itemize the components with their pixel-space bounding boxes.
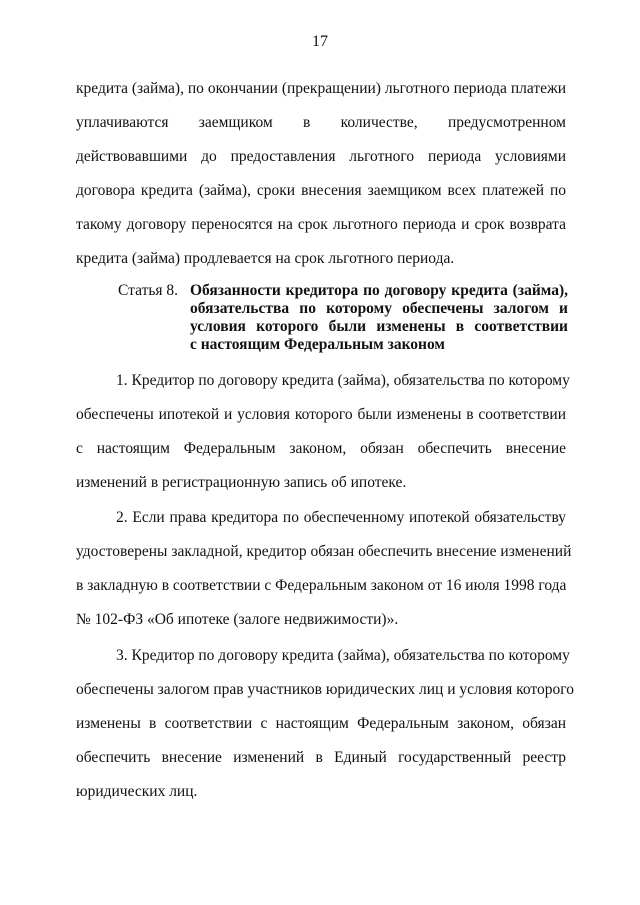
article-title-line: Обязанности кредитора по договору кредита (займа), — [190, 282, 568, 299]
text-line: изменены в соответствии с настоящим Федеральным законом, обязан — [76, 715, 566, 732]
text-line: № 102-ФЗ «Об ипотеке (залоге недвижимости)». — [76, 611, 399, 628]
text-line: 2. Если права кредитора по обеспеченному ипотекой обязательству — [116, 509, 566, 526]
page-number: 17 — [312, 33, 328, 50]
text-line: в закладную в соответствии с Федеральным законом от 16 июля 1998 года — [76, 577, 567, 594]
text-line: с настоящим Федеральным законом, обязан обеспечить внесение — [76, 440, 566, 457]
text-line: 3. Кредитор по договору кредита (займа), обязательства по которому — [116, 647, 570, 664]
article-title-line: с настоящим Федеральным законом — [190, 336, 445, 353]
article-label: Статья 8. — [118, 282, 179, 299]
text-line: удостоверены закладной, кредитор обязан обеспечить внесение изменений — [76, 543, 572, 560]
text-line: кредита (займа) продлевается на срок льготного периода. — [76, 250, 455, 267]
article-title — [190, 282, 568, 354]
text-line: такому договору переносятся на срок льготного периода и срок возврата — [76, 216, 566, 233]
article-title-line: обязательства по которому обеспечены залогом и — [190, 300, 568, 317]
text-line: изменений в регистрационную запись об ипотеке. — [76, 474, 407, 491]
text-line: юридических лиц. — [76, 783, 198, 800]
text-line: кредита (займа), по окончании (прекращении) льготного периода платежи — [76, 80, 566, 97]
text-line: обеспечены залогом прав участников юридических лиц и условия которого — [76, 681, 574, 698]
text-line: обеспечить внесение изменений в Единый государственный реестр — [76, 749, 566, 766]
article-title-line: условия которого были изменены в соответствии — [190, 318, 568, 335]
text-line: договора кредита (займа), сроки внесения заемщиком всех платежей по — [76, 182, 566, 199]
text-line: 1. Кредитор по договору кредита (займа), обязательства по которому — [116, 372, 570, 389]
text-line: обеспечены ипотекой и условия которого были изменены в соответствии — [76, 406, 566, 423]
text-line: уплачиваются заемщиком в количестве, предусмотренном — [76, 114, 566, 131]
text-line: действовавшими до предоставления льготного периода условиями — [76, 148, 566, 165]
